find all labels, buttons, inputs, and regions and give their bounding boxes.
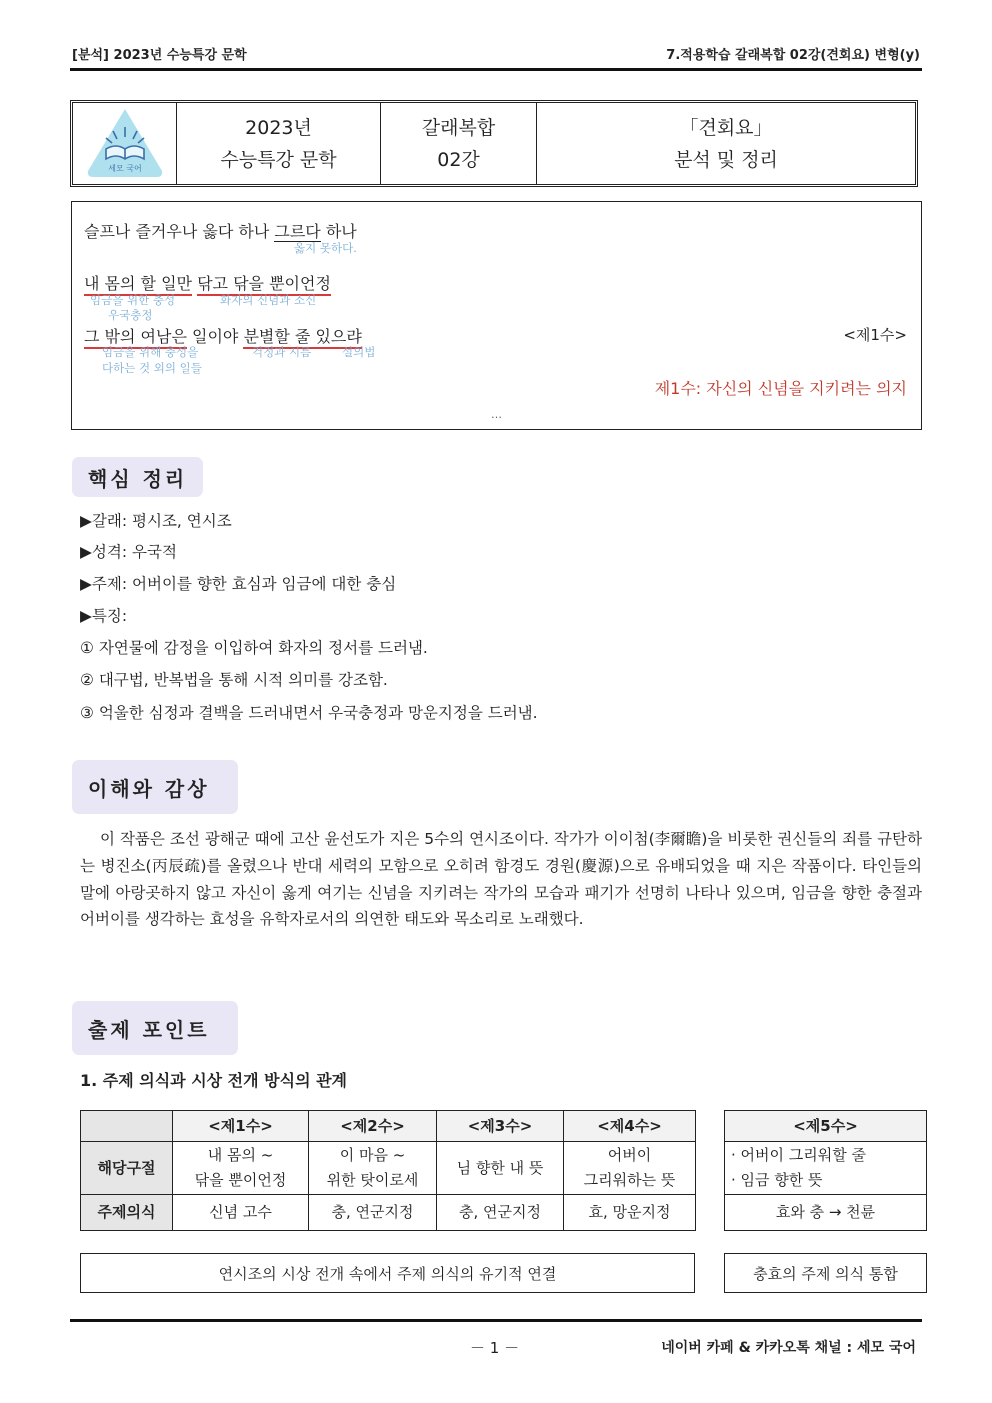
poem-analysis-box: [71, 201, 922, 430]
theme-stanza-2: 충, 연군지정: [309, 1195, 437, 1231]
passage-stanza-5: · 어버이 그리워할 줄 · 임금 향한 뜻: [725, 1142, 927, 1195]
core-feature-3: ③ 억울한 심정과 결백을 드러내면서 우국충정과 망운지정을 드러냄.: [80, 704, 538, 722]
annotation-2b: 화자의 신념과 소신: [220, 293, 317, 307]
title-lesson: 02강: [437, 148, 480, 171]
title-box: [70, 100, 918, 187]
passage-stanza-1: 내 몸의 ~ 닦을 뿐이언정: [173, 1142, 309, 1195]
core-feature-2: ② 대구법, 반복법을 통해 시적 의미를 강조함.: [80, 671, 388, 689]
title-work: 「견회요」: [679, 116, 773, 139]
poem-line-2: 내 몸의 할 일만 닦고 닦을 뿐이언정: [84, 271, 331, 294]
header-stanza-2: <제2수>: [309, 1111, 437, 1142]
row-label-theme: 주제의식: [81, 1195, 173, 1231]
stanza-table-header: [81, 1111, 696, 1142]
summary-box-left: 연시조의 시상 전개 속에서 주제 의식의 유기적 연결: [80, 1253, 695, 1293]
exam-subheading: 1. 주제 의식과 시상 전개 방식의 관계: [80, 1071, 348, 1090]
stanza-tag: <제1수>: [843, 326, 907, 344]
stanza-table: [80, 1110, 696, 1231]
summary-box-right: 충효의 주제 의식 통합: [724, 1253, 927, 1293]
appreciation-paragraph: 이 작품은 조선 광해군 때에 고산 윤선도가 지은 5수의 연시조이다. 작가가 이이첨(李爾瞻)을 비롯한 권신들의 죄를 규탄하는 병진소(丙辰疏)를 올렸으나 반대 세력의 모함으로 오히려 함경도 경원(慶源)으로 유배되었을 때 지은 작품이다. 타인들의 말에 아랑곳하지 않고 자신이 옳게 여기는 신념을 지키려는 작가의 모습과 패기가 선명히 나타나 있으며, 임금을 향한 충절과 어버이를 생각하는 효성을 유학자로서의 의연한 태도와 목소리로 노래했다.: [80, 830, 922, 929]
passage-stanza-2: 이 마음 ~ 위한 탓이로세: [309, 1142, 437, 1195]
poem-line-1: 슬프나 즐거우나 옳다 하나 그르다 하나: [84, 222, 357, 241]
logo-text: 세모 국어: [107, 163, 142, 173]
section-exam-points: 출제 포인트: [72, 1001, 238, 1055]
table-corner: [81, 1111, 173, 1142]
header-divider: [70, 68, 922, 71]
title-unit-cell: [381, 103, 537, 184]
theme-stanza-1: 신념 고수: [173, 1195, 309, 1231]
theme-stanza-5: 효와 충 → 천륜: [725, 1195, 927, 1231]
header-stanza-5: <제5수>: [725, 1111, 927, 1142]
doc-header-left: [분석] 2023년 수능특강 문학: [72, 48, 247, 63]
core-feature-1: ① 자연물에 감정을 이입하여 화자의 정서를 드러냄.: [80, 639, 428, 657]
poem-line-3: 그 밖의 여남은 일이야 분별할 줄 있으랴: [84, 324, 362, 347]
table-row-theme: [81, 1195, 696, 1231]
title-year-cell: [177, 103, 381, 184]
header-stanza-3: <제3수>: [437, 1111, 564, 1142]
core-point-genre: ▶갈래: 평시조, 연시조: [80, 512, 232, 530]
page-number: － 1 －: [470, 1339, 520, 1357]
title-genre: 갈래복합: [421, 116, 496, 139]
stanza-5-table: [724, 1110, 927, 1231]
core-point-features: ▶특징:: [80, 607, 128, 625]
footer-divider: [70, 1319, 922, 1322]
theme-stanza-3: 충, 연군지정: [437, 1195, 564, 1231]
title-subtitle: 분석 및 정리: [674, 148, 778, 171]
title-year: 2023년: [245, 116, 312, 139]
passage-stanza-4: 어버이 그리워하는 뜻: [564, 1142, 696, 1195]
poem-continuation: …: [491, 408, 502, 421]
title-book: 수능특강 문학: [220, 148, 337, 171]
title-work-cell: [537, 103, 915, 184]
section-appreciation: 이해와 감상: [72, 760, 238, 814]
annotation-3a: 임금을 위해 충성을: [102, 345, 199, 359]
core-point-theme: ▶주제: 어버이를 향한 효심과 임금에 대한 충심: [80, 575, 397, 593]
annotation-3b: 다하는 것 외의 일들: [102, 361, 202, 375]
annotation-2c: 우국충정: [108, 308, 153, 322]
annotation-2a: 임금을 위한 충성: [90, 293, 176, 307]
poem-word-geureuda: 그르다: [274, 222, 321, 241]
book-logo-icon: [84, 105, 166, 183]
doc-header-right: 7.적용학습 갈래복합 02강(견회요) 변형(y): [666, 48, 920, 63]
row-label-passage: 해당구절: [81, 1142, 173, 1195]
header-stanza-4: <제4수>: [564, 1111, 696, 1142]
logo-cell: [73, 103, 177, 184]
core-point-character: ▶성격: 우국적: [80, 543, 177, 561]
stanza-summary: 제1수: 자신의 신념을 지키려는 의지: [654, 379, 907, 398]
header-stanza-1: <제1수>: [173, 1111, 309, 1142]
annotation-1: 옳지 못하다.: [294, 241, 357, 255]
annotation-3c: 걱정과 시름: [252, 345, 312, 359]
annotation-3d: 설의법: [342, 345, 376, 359]
section-core-summary: 핵심 정리: [72, 457, 203, 497]
table-row-passage: [81, 1142, 696, 1195]
footer-channel: 네이버 카페 & 카카오톡 채널 : 세모 국어: [661, 1340, 916, 1356]
passage-stanza-3: 님 향한 내 뜻: [437, 1142, 564, 1195]
theme-stanza-4: 효, 망운지정: [564, 1195, 696, 1231]
